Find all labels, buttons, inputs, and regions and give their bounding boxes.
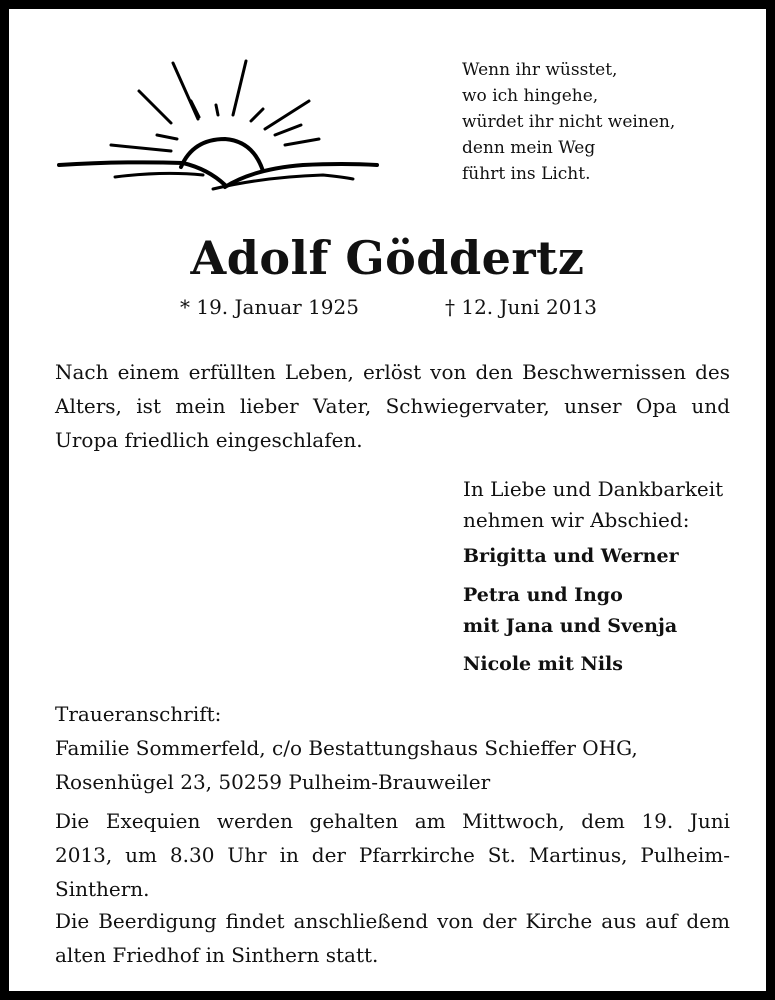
service-text [55,804,730,906]
mourner-group: Brigitta und Werner [463,545,679,567]
service-line: 2013, um 8.30 Uhr in der Pfarrkirche St. Martinus, Pulheim- [55,843,730,867]
intro-line: Uropa friedlich eingeschlafen. [55,428,363,452]
deceased-name: Adolf Göddertz [190,231,585,285]
address-label: Traueranschrift: [55,702,222,726]
intro-line: Alters, ist mein lieber Vater, Schwiegervater, unser Opa und [55,394,730,418]
address-line: Familie Sommerfeld, c/o Bestattungshaus Schieffer OHG, [55,736,638,760]
mourner-group: Nicole mit Nils [463,653,623,675]
intro-text [55,355,730,457]
rising-sun-icon [53,53,383,203]
quote-line: Wenn ihr wüsstet, [462,60,618,80]
quote-line: wo ich hingehe, [462,86,599,106]
quote-line: denn mein Weg [462,138,596,158]
quote-line: führt ins Licht. [462,164,591,184]
farewell-text [463,474,723,536]
burial-text [55,904,730,972]
burial-line: alten Friedhof in Sinthern statt. [55,943,379,967]
quote-poem [462,57,675,187]
mourner-line: mit Jana und Svenja [463,615,678,637]
death-date: † 12. Juni 2013 [445,295,597,319]
mourning-address [55,697,638,799]
service-line: Die Exequien werden gehalten am Mittwoch, dem 19. Juni [55,809,730,833]
mourner-group [463,580,677,642]
service-line: Sinthern. [55,877,150,901]
farewell-line: In Liebe und Dankbarkeit [463,477,724,501]
address-line: Rosenhügel 23, 50259 Pulheim-Brauweiler [55,770,491,794]
birth-date: * 19. Januar 1925 [180,295,359,319]
burial-line: Die Beerdigung findet anschließend von der Kirche aus auf dem [55,909,730,933]
quote-line: würdet ihr nicht weinen, [462,112,676,132]
intro-line: Nach einem erfüllten Leben, erlöst von den Beschwernissen des [55,360,730,384]
mourner-line: Petra und Ingo [463,584,623,606]
farewell-line: nehmen wir Abschied: [463,508,690,532]
